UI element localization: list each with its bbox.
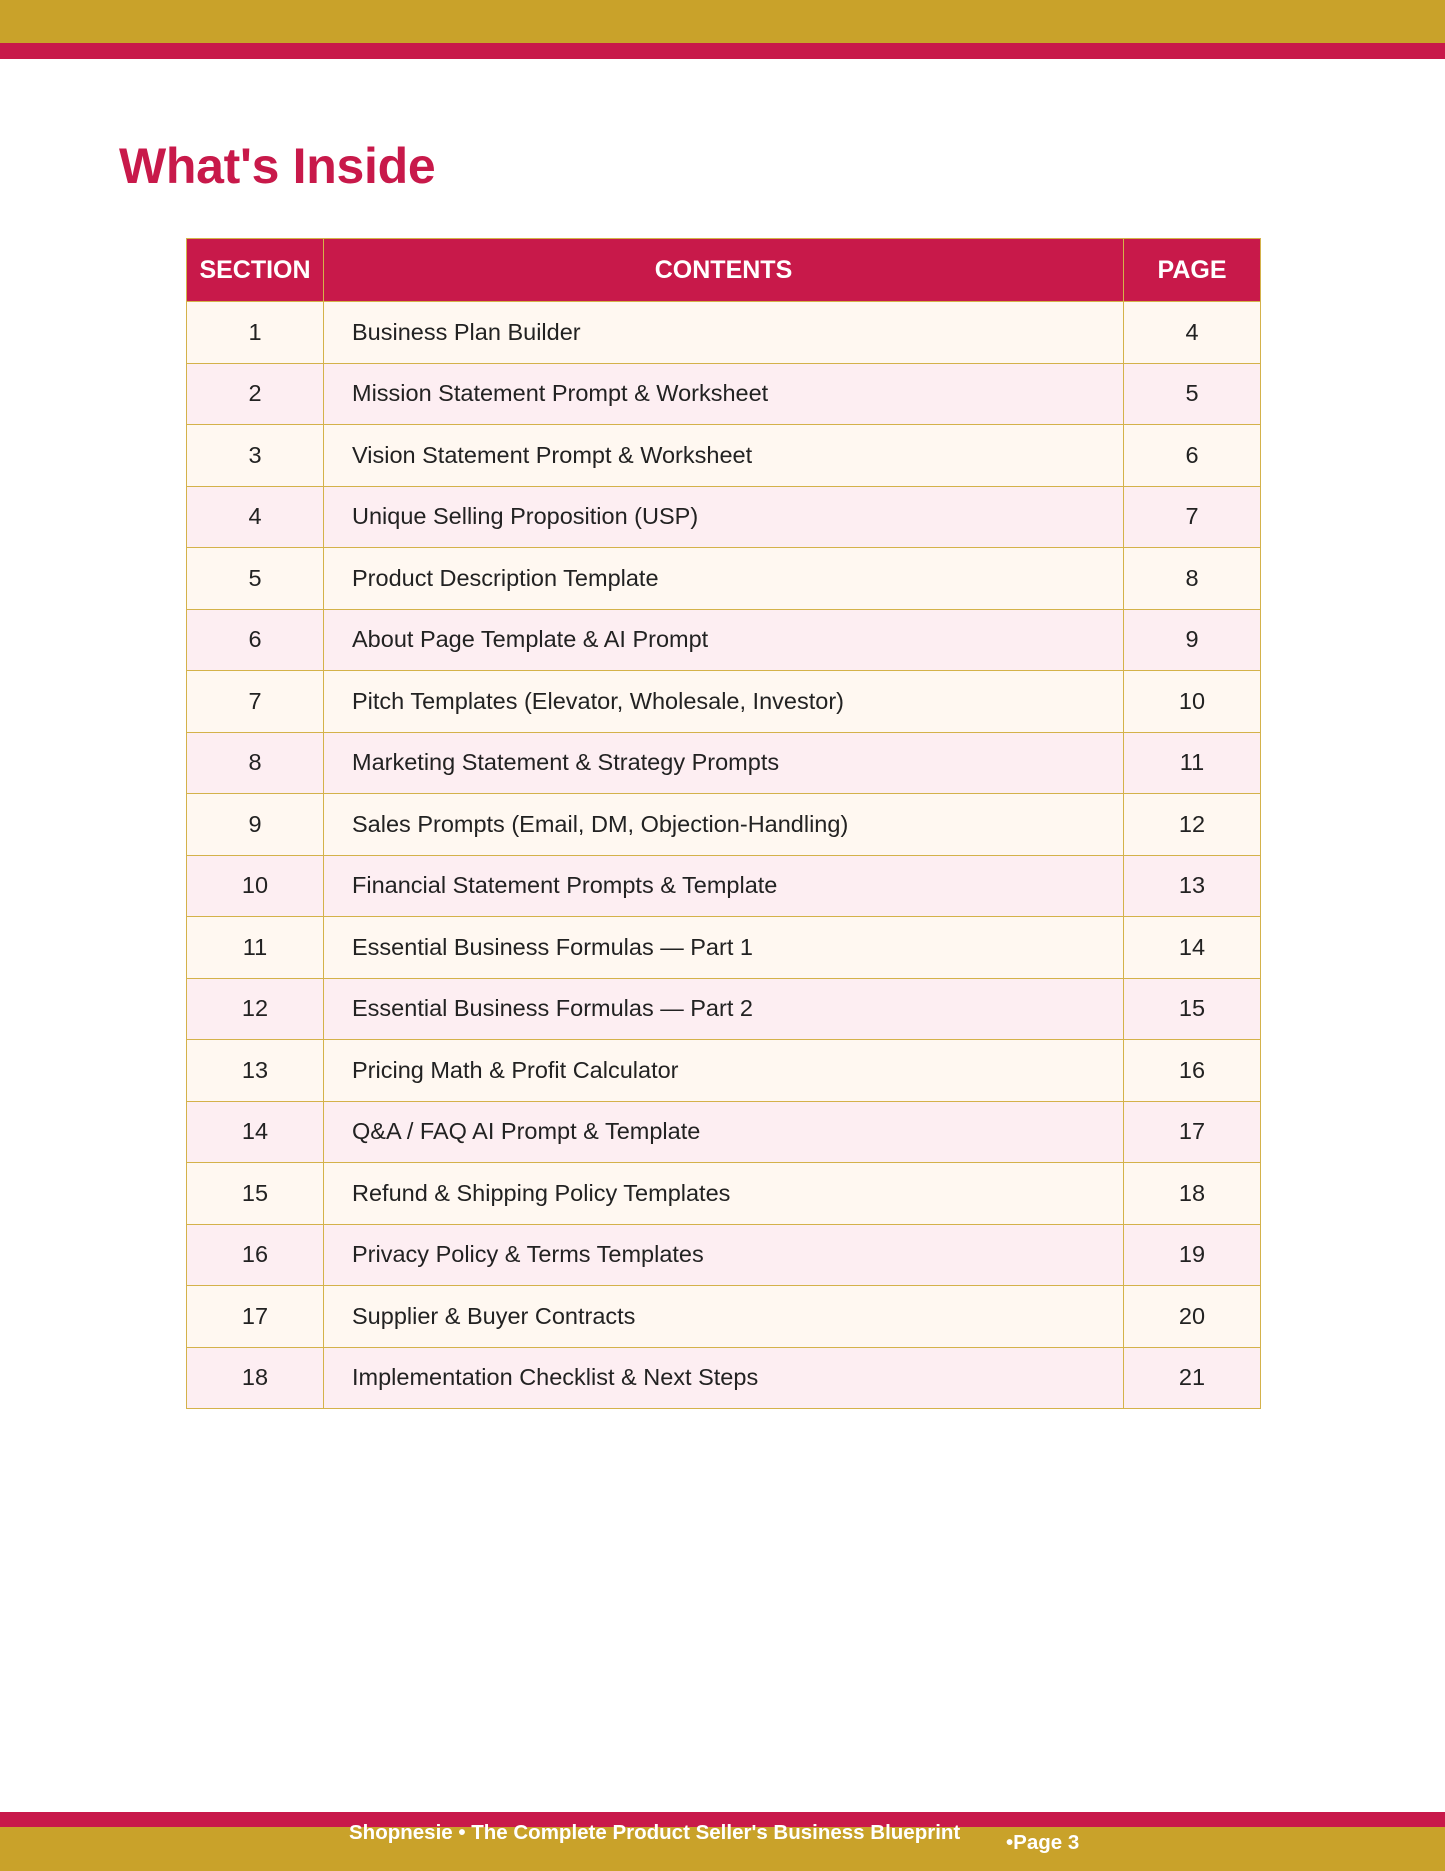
row-section-number: 15 (187, 1163, 324, 1225)
table-row (187, 978, 1261, 1040)
row-section-number: 6 (187, 609, 324, 671)
row-section-number: 12 (187, 978, 324, 1040)
row-contents-title: Essential Business Formulas — Part 1 (324, 917, 1124, 979)
row-page-number: 21 (1124, 1347, 1261, 1409)
table-row (187, 917, 1261, 979)
row-contents-title: Business Plan Builder (324, 302, 1124, 364)
top-red-band (0, 43, 1445, 59)
row-section-number: 18 (187, 1347, 324, 1409)
header-contents: CONTENTS (324, 239, 1124, 302)
row-section-number: 13 (187, 1040, 324, 1102)
table-row (187, 1163, 1261, 1225)
row-contents-title: Unique Selling Proposition (USP) (324, 486, 1124, 548)
table-header-row (187, 239, 1261, 302)
top-gold-band (0, 0, 1445, 43)
table-row (187, 1040, 1261, 1102)
table-row (187, 486, 1261, 548)
row-page-number: 9 (1124, 609, 1261, 671)
table-row (187, 671, 1261, 733)
row-page-number: 4 (1124, 302, 1261, 364)
table-row (187, 425, 1261, 487)
row-section-number: 10 (187, 855, 324, 917)
row-page-number: 18 (1124, 1163, 1261, 1225)
row-contents-title: Sales Prompts (Email, DM, Objection-Handling) (324, 794, 1124, 856)
row-section-number: 9 (187, 794, 324, 856)
row-page-number: 15 (1124, 978, 1261, 1040)
row-section-number: 14 (187, 1101, 324, 1163)
table-row (187, 609, 1261, 671)
row-page-number: 16 (1124, 1040, 1261, 1102)
row-page-number: 19 (1124, 1224, 1261, 1286)
table-row (187, 363, 1261, 425)
row-contents-title: Essential Business Formulas — Part 2 (324, 978, 1124, 1040)
row-section-number: 4 (187, 486, 324, 548)
row-contents-title: Implementation Checklist & Next Steps (324, 1347, 1124, 1409)
row-page-number: 7 (1124, 486, 1261, 548)
row-page-number: 11 (1124, 732, 1261, 794)
row-contents-title: Q&A / FAQ AI Prompt & Template (324, 1101, 1124, 1163)
row-contents-title: About Page Template & AI Prompt (324, 609, 1124, 671)
row-contents-title: Privacy Policy & Terms Templates (324, 1224, 1124, 1286)
row-contents-title: Marketing Statement & Strategy Prompts (324, 732, 1124, 794)
table-row (187, 1286, 1261, 1348)
row-section-number: 3 (187, 425, 324, 487)
row-section-number: 8 (187, 732, 324, 794)
table-row (187, 302, 1261, 364)
row-page-number: 14 (1124, 917, 1261, 979)
table-row (187, 732, 1261, 794)
row-page-number: 6 (1124, 425, 1261, 487)
footer-page-number: •Page 3 (1006, 1831, 1080, 1854)
row-page-number: 5 (1124, 363, 1261, 425)
row-section-number: 17 (187, 1286, 324, 1348)
row-page-number: 12 (1124, 794, 1261, 856)
contents-table (186, 238, 1261, 1409)
row-contents-title: Supplier & Buyer Contracts (324, 1286, 1124, 1348)
header-page: PAGE (1124, 239, 1261, 302)
row-page-number: 8 (1124, 548, 1261, 610)
row-section-number: 7 (187, 671, 324, 733)
row-page-number: 13 (1124, 855, 1261, 917)
header-section: SECTION (187, 239, 324, 302)
row-contents-title: Pitch Templates (Elevator, Wholesale, Investor) (324, 671, 1124, 733)
table-row (187, 1224, 1261, 1286)
row-section-number: 16 (187, 1224, 324, 1286)
row-contents-title: Product Description Template (324, 548, 1124, 610)
row-section-number: 2 (187, 363, 324, 425)
row-contents-title: Refund & Shipping Policy Templates (324, 1163, 1124, 1225)
row-contents-title: Pricing Math & Profit Calculator (324, 1040, 1124, 1102)
row-section-number: 1 (187, 302, 324, 364)
row-page-number: 17 (1124, 1101, 1261, 1163)
row-contents-title: Financial Statement Prompts & Template (324, 855, 1124, 917)
row-page-number: 20 (1124, 1286, 1261, 1348)
row-section-number: 11 (187, 917, 324, 979)
row-page-number: 10 (1124, 671, 1261, 733)
table-row (187, 794, 1261, 856)
table-row (187, 855, 1261, 917)
table-row (187, 1101, 1261, 1163)
row-section-number: 5 (187, 548, 324, 610)
table-row (187, 1347, 1261, 1409)
footer-title: Shopnesie • The Complete Product Seller's Business Blueprint (349, 1821, 961, 1844)
row-contents-title: Vision Statement Prompt & Worksheet (324, 425, 1124, 487)
table-row (187, 548, 1261, 610)
row-contents-title: Mission Statement Prompt & Worksheet (324, 363, 1124, 425)
page-title: What's Inside (119, 138, 436, 194)
